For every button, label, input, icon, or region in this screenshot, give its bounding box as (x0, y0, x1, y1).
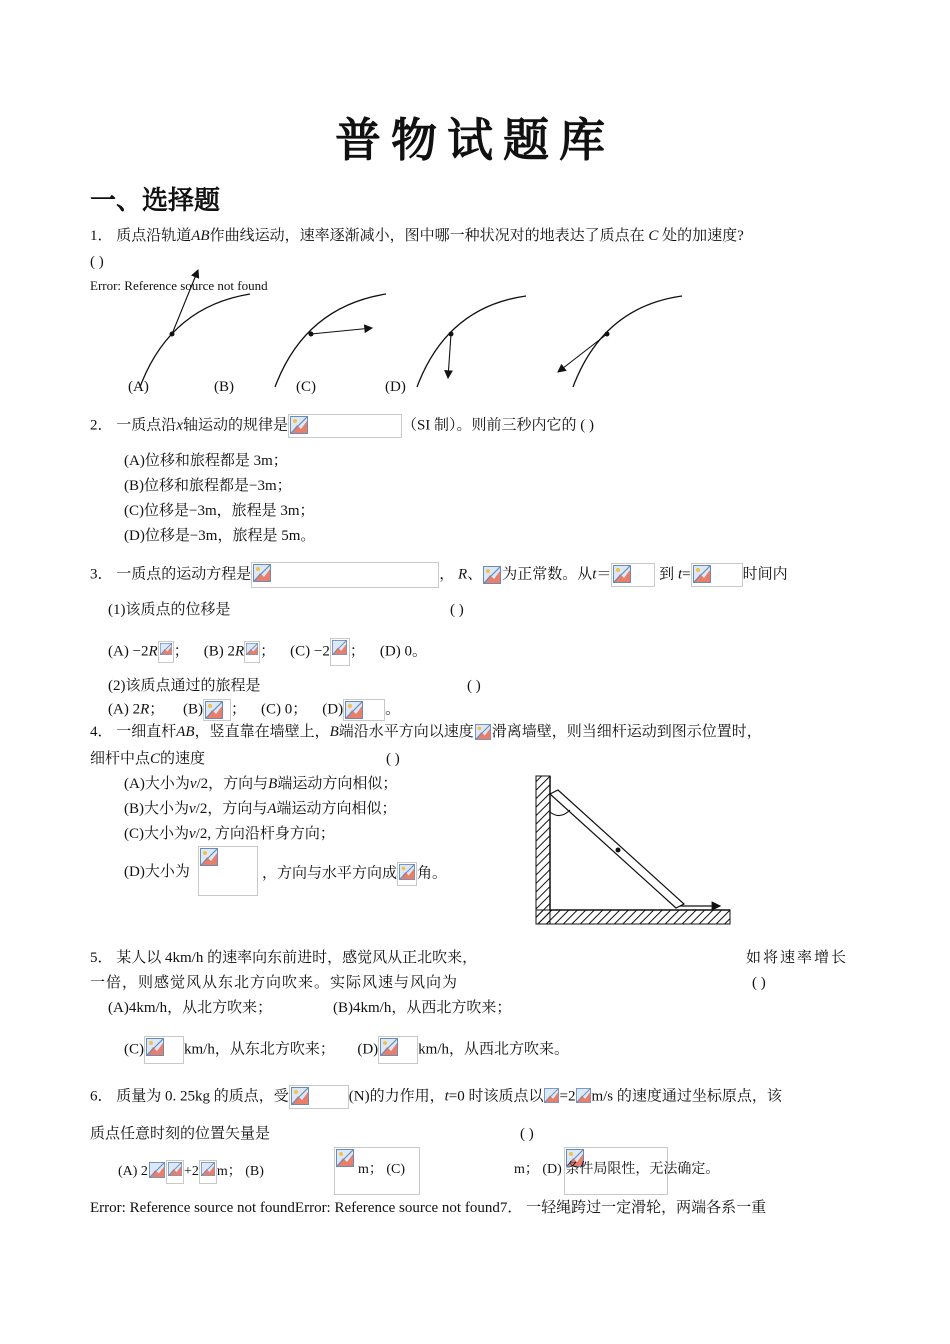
q3-eq1: ＝ (596, 566, 612, 583)
q4-answer-paren: ( ) (386, 751, 400, 767)
broken-image-icon (544, 1088, 559, 1103)
q4-var-ab: AB (176, 724, 195, 740)
broken-image-icon (475, 724, 491, 740)
question-3-stem (90, 562, 788, 588)
q6-text-d: m/s 的速度通过坐标原点，该 (591, 1088, 782, 1105)
q4-opt-a-mid: /2，方向与 (196, 776, 269, 792)
q5-option-b: (B)4km/h，从西北方吹来； (333, 1000, 512, 1016)
q2-var-x: x (176, 417, 183, 434)
q4-option-c (124, 824, 335, 844)
q3-opt2-a: (A) 2 (108, 701, 141, 718)
q3-sub2: (2)该质点通过的旅程是 (108, 678, 261, 694)
q7-stem (90, 1198, 766, 1218)
broken-image-icon (399, 864, 415, 880)
q3-opt1-b: (B) 2 (203, 643, 235, 660)
q6-eq: =2 (559, 1088, 576, 1105)
q4-midpoint (616, 848, 621, 853)
q4-opt-a-b: B (268, 776, 278, 792)
q1-label-a: (A) (128, 379, 149, 395)
q4-option-d-tail (262, 862, 447, 886)
q4-line2-b: 的速度 (160, 751, 206, 767)
q5-stem: 5． 某人以 4km/h 的速率向东前进时，感觉风从正北吹来， (90, 950, 478, 966)
q4-opt-b-a: A (267, 801, 277, 817)
formula-image-placeholder (330, 638, 350, 666)
q4-opt-b-pre: (B)大小为 (124, 801, 189, 817)
broken-image-icon (336, 1149, 354, 1167)
q3-opt2-d: (D) (322, 701, 344, 718)
q3-opt1-b-tail: ； (260, 643, 276, 660)
q1-text-c: 处的加速度? (662, 228, 744, 244)
page-title: 普物试题库 (335, 113, 615, 167)
q1-figure-curves (90, 262, 710, 392)
formula-image-placeholder (289, 1085, 349, 1109)
question-2-stem (90, 414, 594, 438)
q4-opt-a-tail: 端运动方向相似； (277, 776, 398, 792)
q1-label-c: (C) (296, 379, 316, 395)
q6-stem (90, 1085, 782, 1109)
q2-option-a: (A)位移和旅程都是 3m； (124, 453, 288, 469)
formula-image-placeholder (474, 723, 492, 743)
q4-option-d (124, 862, 190, 882)
q5-stem-right: 如将速率增长 (746, 950, 849, 966)
q4-opt-a-v: v (189, 776, 197, 792)
formula-image-placeholder (611, 563, 655, 587)
broken-image-icon (253, 564, 271, 582)
q2-option-b: (B)位移和旅程都是−3m； (124, 478, 292, 494)
q3-opt1-d: (D) 0。 (379, 643, 427, 660)
question-4-stem (90, 722, 762, 743)
q4-opt-c-v: v (189, 826, 196, 842)
broken-image-icon (201, 1162, 215, 1176)
q1-arrow-c (448, 334, 451, 378)
q3-text-a: 3． 一质点的运动方程是 (90, 566, 252, 583)
q3-opt2-b: (B) (183, 701, 204, 718)
q4-text-d: 滑离墙壁，则当细杆运动到图示位置时， (491, 724, 762, 740)
q1-curve-a (140, 294, 250, 387)
broken-image-icon (693, 565, 711, 583)
q4-opt-b-v: v (189, 801, 196, 817)
formula-image-placeholder (691, 563, 743, 587)
q4-opt-c-tail: /2, 方向沿杆身方向； (195, 826, 335, 842)
q1-var-ab: AB (191, 228, 210, 244)
q4-text-a: 4． 一细直杆 (90, 724, 177, 740)
broken-image-icon (332, 640, 347, 655)
q3-sub2-paren: ( ) (467, 678, 481, 694)
q4-option-b (124, 799, 397, 819)
q5-option-a: (A)4km/h，从北方吹来； (108, 1000, 273, 1016)
q3-var-t2: t (677, 566, 683, 583)
q3-opt1-c-tail: ； (349, 643, 365, 660)
q6-stem-line2: 质点任意时刻的位置矢量是 (90, 1126, 271, 1142)
q1-text-b: 作曲线运动，速率逐渐减小，图中哪一种状况对的地表达了质点在 (209, 228, 645, 244)
formula-image-placeholder (148, 1161, 166, 1183)
q3-opt2-a-r: R (140, 701, 150, 718)
formula-image-placeholder (575, 1087, 591, 1107)
q4-rod-wall-figure (530, 770, 740, 930)
broken-image-icon (290, 416, 308, 434)
q2-text-b: 轴运动的规律是 (182, 417, 288, 434)
formula-image-placeholder (251, 562, 439, 588)
broken-image-icon (168, 1162, 182, 1176)
q3-text-e: 时间内 (742, 566, 788, 583)
q1-curve-d (573, 296, 682, 387)
q5-option-c (124, 1036, 569, 1064)
broken-image-icon (576, 1088, 591, 1103)
q4-opt-a-pre: (A)大小为 (124, 776, 190, 792)
formula-image-placeholder (343, 699, 385, 721)
q1-curve-b (275, 294, 386, 387)
q4-var-b: B (329, 724, 339, 740)
formula-image-placeholder (397, 862, 417, 886)
formula-image-placeholder (158, 641, 174, 663)
q3-to: 到 (659, 566, 675, 583)
q1-var-c: C (648, 228, 659, 244)
q2-option-d: (D)位移是−3m，旅程是 5m。 (124, 528, 316, 544)
q4-option-a (124, 774, 397, 794)
q6-option-cd (514, 1160, 719, 1180)
q6-option-a (118, 1160, 264, 1184)
broken-image-icon (205, 701, 223, 719)
q1-answer-paren: ( ) (90, 254, 104, 270)
q6-var-t: t (444, 1088, 449, 1105)
q5-opt-d-tail: km/h，从西北方吹来。 (418, 1041, 570, 1058)
question-1-stem (90, 226, 744, 246)
q4-stem-line2 (90, 749, 205, 769)
q3-sub1: (1)该质点的位移是 (108, 602, 231, 618)
q7-error-text: Error: Reference source not foundError: Reference source not found (90, 1200, 500, 1216)
q3-text-c: 、 (467, 566, 483, 583)
q3-opt2-d-tail: 。 (385, 701, 401, 718)
q6-opt-d: (D) 条件局限性，无法确定。 (542, 1162, 720, 1177)
formula-image-placeholder (199, 1160, 217, 1184)
q4-opt-d-mid: ，方向与水平方向成 (262, 865, 398, 882)
q4-opt-d-pre: (D)大小为 (124, 864, 190, 880)
q3-var-r: R (458, 566, 468, 583)
broken-image-icon (246, 643, 258, 655)
q3-var-t1: t (592, 566, 597, 583)
q4-text-b: ，竖直靠在墙壁上， (194, 724, 330, 740)
broken-image-icon (146, 1038, 164, 1056)
q2-text-c: （SI 制）。则前三秒内它的 ( ) (401, 417, 595, 434)
formula-image-placeholder (288, 414, 402, 438)
q5-opt-d-pre: (D) (357, 1041, 379, 1058)
q3-eq2: = (682, 566, 691, 583)
broken-image-icon (200, 848, 218, 866)
section-heading: 一、选择题 (90, 186, 221, 216)
formula-image-placeholder (244, 641, 260, 663)
q3-text-d: 为正常数。从 (502, 566, 593, 583)
q1-arrow-a (172, 270, 198, 334)
q6-answer-paren: ( ) (520, 1126, 534, 1142)
q6-opt-a-tail: m； (216, 1164, 242, 1180)
q6-opt-b-tail: m； (358, 1162, 383, 1177)
q3-opt1-a-tail: ； (173, 643, 189, 660)
broken-image-icon (160, 643, 172, 655)
q1-curve-c (417, 296, 526, 387)
q1-arrow-b (311, 328, 372, 334)
broken-image-icon (483, 566, 501, 584)
broken-image-icon (149, 1162, 165, 1178)
q6-opt-b-pre: (B) (245, 1164, 264, 1180)
q4-floor (536, 910, 730, 924)
q4-text-c: 端沿水平方向以速度 (338, 724, 474, 740)
formula-image-placeholder (378, 1036, 418, 1064)
q3-opt1-a-r: R (148, 643, 158, 660)
q2-text-a: 2． 一质点沿 (90, 417, 177, 434)
q3-sub2-options (108, 699, 400, 721)
formula-image-placeholder (543, 1087, 559, 1107)
q4-opt-c-pre: (C)大小为 (124, 826, 189, 842)
q6-opt-a-pre: (A) 2 (118, 1164, 148, 1180)
q6-text-c: =0 时该质点以 (448, 1088, 544, 1105)
q5-opt-c-pre: (C) (124, 1041, 144, 1058)
q2-option-c: (C)位移是−3m，旅程是 3m； (124, 503, 315, 519)
q7-text: 7． 一轻绳跨过一定滑轮，两端各系一重 (499, 1200, 767, 1216)
q4-line2-a: 细杆中点 (90, 751, 151, 767)
q3-opt2-c: (C) 0； (261, 701, 308, 718)
q3-sub1-options (108, 638, 427, 666)
q6-opt-c-tail: m； (514, 1162, 539, 1177)
q6-opt-c-pre: (C) (386, 1162, 406, 1177)
q3-opt2-a-tail: ； (149, 701, 165, 718)
q1-text-a: 1． 质点沿轨道 (90, 228, 192, 244)
q3-opt2-b-tail: ； (231, 701, 247, 718)
q5-answer-paren: ( ) (752, 975, 766, 991)
formula-image-placeholder (203, 699, 231, 721)
q4-wall (536, 776, 550, 924)
formula-image-placeholder (482, 565, 502, 585)
q4-opt-b-mid: /2，方向与 (195, 801, 268, 817)
q3-opt1-a: (A) −2 (108, 643, 149, 660)
q3-opt1-b-r: R (234, 643, 245, 660)
q6-opt-a-plus: +2 (183, 1164, 199, 1180)
broken-image-icon (613, 565, 631, 583)
q4-wall-floor-corner (550, 776, 730, 910)
q4-var-c: C (150, 751, 161, 767)
formula-image-placeholder (166, 1160, 184, 1184)
formula-image-placeholder (198, 846, 258, 896)
q5-stem-line2: 一倍，则感觉风从东北方向吹来。实际风速与风向为 (90, 975, 459, 991)
formula-image-placeholder (144, 1036, 184, 1064)
broken-image-icon (291, 1087, 309, 1105)
q4-opt-b-tail: 端运动方向相似； (276, 801, 397, 817)
q1-label-b: (B) (214, 379, 234, 395)
q4-opt-d-tail2: 角。 (417, 865, 448, 882)
broken-image-icon (345, 701, 363, 719)
q1-error-text: Error: Reference source not found (90, 278, 268, 293)
q3-sub1-paren: ( ) (450, 602, 464, 618)
q6-text-a: 6． 质量为 0. 25kg 的质点，受 (90, 1088, 289, 1105)
q3-opt1-c: (C) −2 (290, 643, 330, 660)
q3-text-b: ， (439, 566, 455, 583)
q1-label-d: (D) (385, 379, 406, 395)
broken-image-icon (380, 1038, 398, 1056)
q5-opt-c-tail: km/h，从东北方吹来； (184, 1041, 335, 1058)
q6-text-b: (N)的力作用， (348, 1088, 445, 1105)
q6-option-b-tail (358, 1160, 405, 1180)
